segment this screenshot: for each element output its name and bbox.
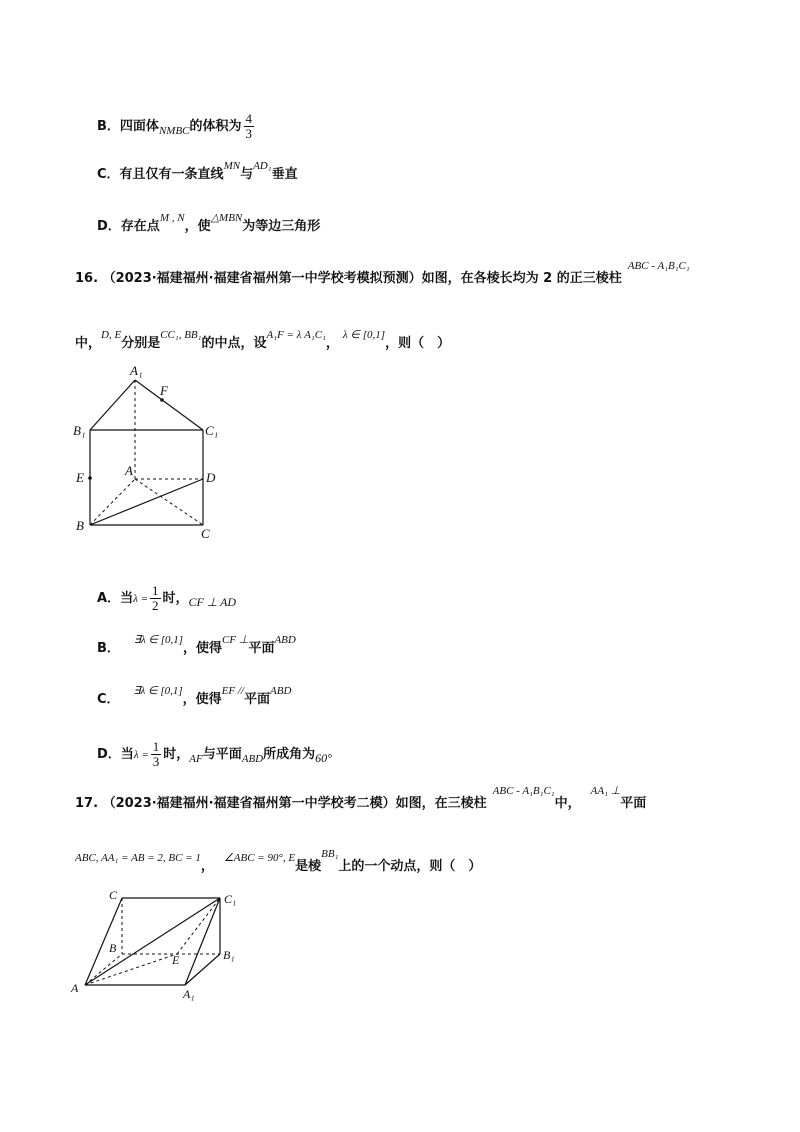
- question-text: 平面: [620, 796, 647, 811]
- option-text: 四面体: [119, 119, 159, 134]
- option-letter: B．: [97, 641, 120, 656]
- math-expression: CF ⊥: [222, 634, 249, 646]
- label-c1: C₁: [224, 892, 237, 906]
- option-text: 当: [120, 747, 134, 762]
- label-d: D: [206, 470, 216, 485]
- question-text: 如图，在三棱柱: [395, 796, 487, 811]
- option-letter: D．: [97, 747, 121, 762]
- label-b1: B₁: [223, 948, 235, 962]
- label-a: A: [125, 463, 133, 478]
- edge-a1b1: [185, 954, 220, 985]
- edge-a1b1: [90, 380, 135, 430]
- math-expression: ∃λ ∈ [0,1]: [133, 685, 183, 697]
- option-letter: D．: [97, 219, 121, 234]
- math-expression: λ =: [133, 749, 149, 761]
- fraction: [151, 740, 162, 769]
- question-text: 分别是: [121, 336, 161, 351]
- prism-figure-q16: [70, 360, 230, 550]
- q16-stem-line1: [75, 260, 690, 286]
- math-expression: 60°: [315, 751, 332, 765]
- option-text: 当: [120, 591, 134, 606]
- option-text: 有且仅有一条直线: [119, 167, 224, 182]
- math-expression: CC₁, BB₁: [160, 329, 202, 341]
- option-text: 平面: [248, 641, 275, 656]
- edge-c1a1: [185, 898, 220, 985]
- q17-stem-line1: [75, 785, 647, 811]
- question-text: 是棱: [295, 859, 322, 874]
- point-e: [88, 476, 92, 480]
- math-expression: ABC - A₁B₁C₁: [492, 785, 555, 797]
- fraction-denominator: 3: [152, 754, 160, 769]
- math-expression: ∃λ ∈ [0,1]: [133, 634, 184, 646]
- q16-option-b: [97, 634, 296, 656]
- q16-stem-line2: [75, 329, 451, 351]
- question-text: ，: [200, 859, 214, 874]
- label-c: C: [109, 888, 118, 902]
- option-text: 时，: [162, 591, 189, 606]
- math-expression: λ ∈ [0,1]: [342, 329, 386, 341]
- question-text: ，: [325, 336, 339, 351]
- option-text: 与: [240, 167, 254, 182]
- math-expression: NMBC: [158, 125, 190, 137]
- option-text: 与平面: [202, 747, 242, 762]
- math-expression: ABC - A₁B₁C₁: [627, 260, 690, 272]
- math-expression: BB₁: [321, 848, 339, 860]
- option-letter: C．: [97, 167, 120, 182]
- edge-ab-hidden: [85, 954, 122, 985]
- math-expression: ∠ABC = 90°, E: [223, 852, 296, 864]
- edge-a1c1: [135, 380, 203, 430]
- fraction-denominator: 2: [152, 598, 159, 613]
- segment-ae-hidden: [85, 954, 177, 985]
- math-expression: ABD: [241, 753, 264, 765]
- math-expression: AF: [189, 753, 203, 765]
- segment-ec1-hidden: [177, 898, 220, 954]
- math-expression: M , N: [159, 212, 185, 224]
- math-expression: AA₁ ⊥: [590, 785, 621, 797]
- label-b1: B₁: [73, 423, 86, 438]
- label-a: A: [71, 981, 79, 995]
- option-letter: B．: [97, 119, 120, 134]
- label-b: B: [109, 941, 117, 955]
- question-text: 中，: [75, 336, 102, 351]
- question-text: ，则（ ）: [385, 336, 451, 351]
- label-e: E: [76, 470, 84, 485]
- label-f: F: [160, 383, 168, 398]
- q17-stem-line2: [75, 848, 482, 874]
- question-text: 的中点，设: [201, 336, 267, 351]
- fraction-numerator: 1: [152, 739, 160, 754]
- option-letter: A．: [97, 591, 121, 606]
- option-text: 所成角为: [263, 747, 316, 762]
- label-a1: A₁: [183, 987, 195, 1001]
- fraction-denominator: 3: [245, 126, 253, 141]
- math-expression: ABD: [274, 634, 296, 646]
- question-source: （2023·福建福州·福建省福州第一中学校考二模）: [102, 796, 396, 811]
- math-expression: λ =: [133, 593, 149, 605]
- option-text: ，使得: [182, 692, 222, 707]
- math-expression: EF //: [221, 685, 244, 697]
- edge-ca: [85, 898, 122, 985]
- option-text: 垂直: [271, 167, 298, 182]
- math-expression: CF ⊥ AD: [188, 595, 237, 609]
- option-text: 时，: [163, 747, 190, 762]
- question-text: 上的一个动点，则（ ）: [338, 859, 482, 874]
- q16-option-d: [97, 740, 332, 769]
- option-letter: C．: [97, 692, 120, 707]
- math-expression: ABD: [270, 685, 292, 697]
- label-c1: C₁: [205, 423, 219, 438]
- question-text: 如图，在各棱长均为 2 的正三棱柱: [421, 271, 622, 286]
- q16-option-a: [97, 584, 236, 613]
- question-number: 17.: [75, 796, 99, 811]
- segment-bd: [90, 479, 203, 525]
- option-text: 为等边三角形: [242, 219, 321, 234]
- option-text: 平面: [243, 692, 270, 707]
- question-source: （2023·福建福州·福建省福州第一中学校考模拟预测）: [102, 271, 422, 286]
- label-e: E: [172, 953, 180, 967]
- fraction-numerator: 4: [245, 111, 253, 126]
- math-expression: ABC, AA₁ = AB = 2, BC = 1: [75, 852, 201, 864]
- fraction: [150, 584, 161, 613]
- edge-ab-hidden: [90, 479, 135, 525]
- math-expression: AD₁: [253, 160, 272, 172]
- label-c: C: [201, 526, 210, 541]
- prism-figure-q17: [65, 885, 255, 1015]
- q15-option-b: [97, 112, 256, 141]
- fraction: [244, 112, 255, 141]
- math-expression: A₁F = λ A₁C₁: [266, 329, 326, 341]
- math-expression: D, E: [101, 329, 122, 341]
- label-a1: A₁: [130, 363, 143, 378]
- label-b: B: [76, 518, 84, 533]
- q15-option-d: [97, 212, 321, 234]
- point-f: [160, 398, 164, 402]
- fraction-numerator: 1: [152, 583, 159, 598]
- q15-option-c: [97, 160, 298, 182]
- option-text: 的体积为: [189, 119, 242, 134]
- question-number: 16.: [75, 271, 99, 286]
- option-text: 存在点: [120, 219, 160, 234]
- option-text: ，使: [184, 219, 211, 234]
- option-text: ，使得: [183, 641, 223, 656]
- q16-option-c: [97, 685, 292, 707]
- math-expression: MN: [223, 160, 241, 172]
- question-text: 中，: [554, 796, 581, 811]
- math-expression: △MBN: [210, 212, 243, 224]
